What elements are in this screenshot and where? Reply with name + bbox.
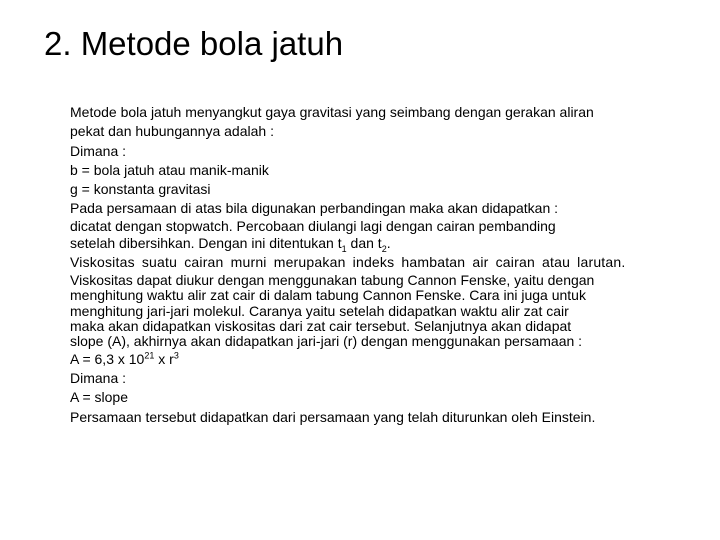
slide-body xyxy=(70,103,702,427)
superscript-3: 3 xyxy=(173,350,179,361)
body-line-3: Dimana : xyxy=(70,142,127,159)
subscript-t1: 1 xyxy=(341,243,347,254)
body-line-4: b = bola jatuh atau manik-manik xyxy=(70,161,269,178)
body-line-17: A = slope xyxy=(70,389,128,406)
body-line-13: maka akan didapatkan viskositas dari zat cair tersebut. Selanjutnya akan didapat xyxy=(70,318,572,334)
body-line-15-text-a: A = 6,3 x 10 xyxy=(70,350,145,367)
body-line-12: menghitung jari-jari molekul. Caranya yaitu setelah didapatkan waktu alir zat cair xyxy=(70,302,569,319)
body-line-15-text-b: x r xyxy=(154,350,174,367)
body-line-14: slope (A), akhirnya akan didapatkan jari-jari (r) dengan menggunakan persamaan : xyxy=(70,333,583,350)
body-line-8-text-b: dan t xyxy=(346,235,382,252)
body-line-16: Dimana : xyxy=(70,370,127,387)
body-line-6: Pada persamaan di atas bila digunakan perbandingan maka akan didapatkan : xyxy=(70,200,559,217)
body-line-8 xyxy=(70,234,702,253)
body-line-5: g = konstanta gravitasi xyxy=(70,181,211,198)
body-line-8-text-a: setelah dibersihkan. Dengan ini ditentukan t xyxy=(70,235,342,252)
body-line-9: Viskositas suatu cairan murni merupakan indeks hambatan air cairan atau larutan. xyxy=(70,254,626,271)
subscript-t2: 2 xyxy=(381,243,387,254)
body-line-1: Metode bola jatuh menyangkut gaya gravitasi yang seimbang dengan gerakan aliran xyxy=(70,104,594,120)
body-line-10: Viskositas dapat diukur dengan menggunakan tabung Cannon Fenske, yaitu dengan xyxy=(70,271,595,288)
body-line-15 xyxy=(70,350,702,369)
body-line-7: dicatat dengan stopwatch. Percobaan diulangi lagi dengan cairan pembanding xyxy=(70,217,556,234)
slide-title: 2. Metode bola jatuh xyxy=(44,25,344,62)
body-line-8-text-c: . xyxy=(386,235,391,252)
superscript-21: 21 xyxy=(144,350,155,361)
body-line-2: pekat dan hubungannya adalah : xyxy=(70,123,274,140)
body-line-11: menghitung waktu alir zat cair di dalam tabung Cannon Fenske. Cara ini juga untuk xyxy=(70,287,586,304)
body-line-18: Persamaan tersebut didapatkan dari persamaan yang telah diturunkan oleh Einstein. xyxy=(70,408,596,425)
